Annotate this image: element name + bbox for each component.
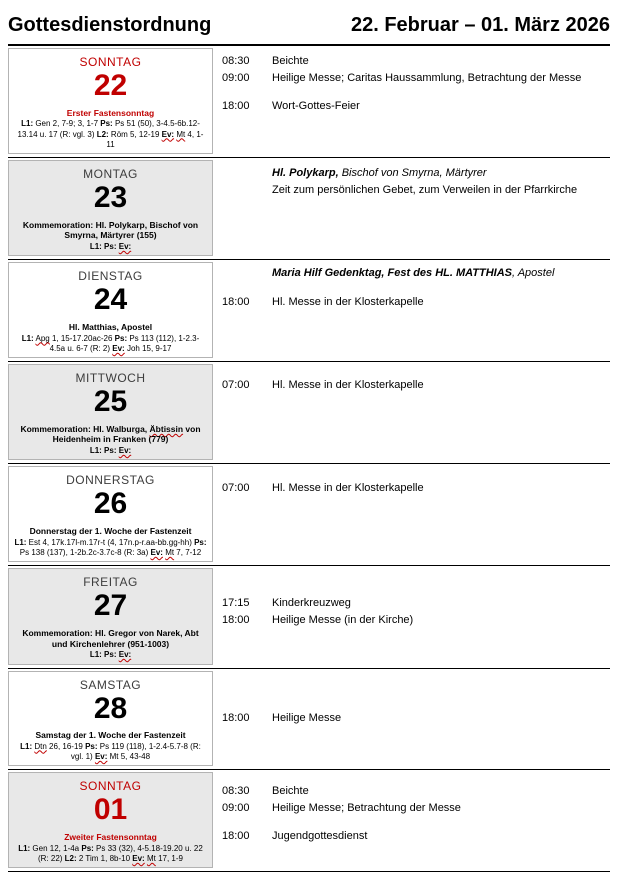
event-row — [222, 70, 610, 87]
text-segment: Ev: — [132, 853, 145, 863]
text-segment: Ps 33 (32), 4-5.18-19.20 u. 22 (R: 22) — [38, 843, 203, 863]
day-number: 27 — [93, 589, 128, 623]
text-segment: Samstag der 1. Woche der Fastenzeit — [35, 730, 186, 741]
text-segment: Röm 5, 12-19 — [108, 129, 162, 139]
text-segment: Äbtissin — [149, 423, 184, 434]
text-segment: Kommemoration: Hl. Walburga, — [20, 423, 150, 434]
text-segment: Ps: — [114, 333, 128, 343]
event-row — [222, 53, 610, 70]
text-segment: Hl. Polykarp, — [272, 167, 339, 180]
day-row — [8, 46, 610, 158]
text-segment: Ps 138 (137), 1-2b.2c-3.7c-8 (R: 3a) — [19, 548, 151, 557]
event-row — [222, 377, 610, 394]
text-segment: Joh 15, 9-17 — [124, 343, 172, 353]
event-description: Heilige Messe (in der Kirche) — [272, 613, 414, 626]
event-description: Beichte — [272, 55, 309, 67]
weekday-label: MONTAG — [83, 167, 138, 182]
text-segment: Hl. Matthias, Apostel — [68, 321, 153, 332]
event-time: 08:30 — [222, 785, 250, 798]
weekday-label: SONNTAG — [79, 55, 142, 69]
text-segment: Ev: — [118, 650, 132, 660]
day-readings — [14, 334, 207, 355]
day-subtitle — [14, 322, 207, 333]
page-header — [8, 8, 610, 46]
text-segment: 1, 15-17.20ac-26 — [49, 333, 115, 343]
text-segment: Ps: — [104, 446, 117, 456]
day-number: 01 — [93, 793, 128, 827]
text-segment: Ps: — [104, 242, 117, 252]
day-readings — [14, 538, 207, 559]
event-row — [222, 595, 610, 612]
event-time: 09:00 — [222, 801, 250, 814]
text-segment: Ev: — [118, 446, 132, 456]
event-description: Hl. Messe in der Klosterkapelle — [272, 379, 424, 392]
text-segment: Zweiter Fastensonntag — [64, 831, 157, 842]
text-segment: Ev: — [118, 242, 132, 252]
text-segment: L1: — [20, 741, 33, 751]
event-description: Heilige Messe — [272, 711, 342, 724]
day-number: 28 — [93, 691, 128, 725]
day-cell — [8, 48, 213, 154]
day-readings — [14, 242, 207, 252]
text-segment: Kommemoration: Hl. Polykarp, Bischof von Smyrna, Märtyrer (155) — [22, 219, 199, 241]
day-cell — [8, 466, 213, 562]
day-readings — [14, 742, 207, 763]
text-segment: Ps: — [100, 119, 113, 129]
event-time: 07:00 — [222, 379, 250, 392]
event-description: Hl. Messe in der Klosterkapelle — [272, 295, 424, 308]
day-events — [213, 464, 610, 565]
text-segment: Donnerstag der 1. Woche der Fastenzeit — [29, 525, 192, 536]
text-segment: Ps 119 (118), 1-2.4-5.7-8 (R: vgl. 1) — [70, 741, 201, 762]
event-description: Hl. Messe in der Klosterkapelle — [272, 482, 424, 495]
day-row — [8, 464, 610, 566]
day-events — [213, 260, 610, 361]
text-segment: Ps 51 (50), 3-4.5-6b.12-13.14 u. 17 (R: vgl. 3) — [17, 119, 200, 139]
text-segment: 4, 1-11 — [106, 129, 204, 149]
day-events — [213, 566, 610, 667]
schedule — [8, 46, 610, 872]
text-segment: Dtn — [34, 741, 47, 751]
day-subtitle — [14, 108, 207, 119]
text-segment: L2: — [64, 853, 77, 863]
text-segment: 7, 7-12 — [174, 548, 202, 557]
text-segment: Est 4, 17k.17l-m.17r-t (4, 17n.p-r.aa-bb.gg-hh) — [26, 537, 195, 547]
event-time: 18:00 — [222, 100, 250, 112]
day-events — [213, 669, 610, 770]
text-segment: L1: — [21, 119, 34, 129]
day-events — [213, 770, 610, 871]
event-row — [222, 710, 610, 727]
text-segment: Ev: — [150, 548, 163, 557]
event-description: Heilige Messe; Betrachtung der Messe — [272, 801, 461, 814]
text-segment: L1: — [14, 537, 27, 547]
event-row — [222, 800, 610, 817]
day-readings — [14, 119, 207, 150]
text-segment: Ps 113 (112), 1-2.3-4.5a u. 6-7 (R: 2) — [49, 333, 200, 353]
day-row — [8, 158, 610, 260]
text-segment: L1: — [89, 650, 102, 660]
event-time: 18:00 — [222, 830, 250, 843]
weekday-label: SONNTAG — [79, 779, 142, 794]
day-cell — [8, 772, 213, 868]
day-number: 26 — [93, 487, 128, 521]
date-range: 22. Februar – 01. März 2026 — [350, 14, 610, 36]
weekday-label: SAMSTAG — [79, 677, 142, 692]
day-subtitle — [14, 526, 207, 537]
day-note — [272, 265, 610, 282]
day-events — [213, 158, 610, 259]
event-row — [222, 612, 610, 629]
event-time: 08:30 — [222, 55, 250, 67]
event-description: Wort-Gottes-Feier — [272, 100, 360, 112]
text-segment: Ps: — [104, 650, 117, 660]
day-cell — [8, 671, 213, 767]
day-row — [8, 770, 610, 872]
event-row — [222, 98, 610, 115]
day-cell — [8, 262, 213, 358]
day-row — [8, 669, 610, 771]
text-segment: Ev: — [161, 129, 175, 139]
day-subtitle — [14, 730, 207, 741]
text-segment: von Heidenheim in Franken (779) — [52, 423, 201, 445]
weekday-label: DONNERSTAG — [66, 473, 155, 488]
text-segment: 17, 1-9 — [155, 853, 183, 863]
event-description: Jugendgottesdienst — [272, 830, 368, 843]
event-time: 07:00 — [222, 482, 250, 495]
event-description: Heilige Messe; Caritas Haussammlung, Betrachtung der Messe — [272, 71, 582, 84]
text-segment: Mt — [176, 129, 186, 139]
day-number: 23 — [93, 181, 128, 215]
text-segment: Mt — [165, 548, 175, 557]
day-row — [8, 566, 610, 668]
text-segment: 2 Tim 1, 8b-10 — [76, 853, 133, 863]
day-number: 25 — [93, 385, 128, 419]
text-segment: Bischof von Smyrna, Märtyrer — [338, 167, 487, 180]
text-segment: Zeit zum persönlichen Gebet, zum Verweilen in der Pfarrkirche — [272, 183, 578, 196]
day-subtitle — [14, 424, 207, 445]
text-segment: Erster Fastensonntag — [66, 107, 155, 118]
text-segment: Kommemoration: Hl. Gregor von Narek, Abt und Kirchenlehrer (951-1003) — [22, 627, 199, 649]
event-time: 09:00 — [222, 71, 250, 84]
text-segment: L1: — [89, 242, 102, 252]
day-cell — [8, 160, 213, 256]
text-segment: 26, 16-19 — [46, 741, 86, 751]
text-segment: Ps: — [194, 537, 207, 547]
day-number: 22 — [93, 69, 128, 102]
text-segment: Ev: — [94, 752, 108, 762]
event-row — [222, 828, 610, 845]
day-number: 24 — [93, 283, 128, 317]
day-readings — [14, 844, 207, 865]
day-subtitle — [14, 832, 207, 843]
day-subtitle — [14, 628, 207, 649]
event-time: 18:00 — [222, 295, 250, 308]
event-time: 18:00 — [222, 711, 250, 724]
day-readings — [14, 650, 207, 660]
text-segment: L1: — [18, 843, 31, 853]
day-events — [213, 362, 610, 463]
day-cell — [8, 364, 213, 460]
page-title: Gottesdienstordnung — [8, 14, 212, 36]
event-description: Kinderkreuzweg — [272, 597, 351, 610]
day-events — [213, 46, 610, 157]
day-note — [272, 182, 610, 199]
text-segment: Ps: — [81, 843, 94, 853]
weekday-label: FREITAG — [83, 575, 138, 590]
event-row — [222, 783, 610, 800]
event-description: Beichte — [272, 785, 309, 798]
event-row — [222, 294, 610, 311]
event-time: 18:00 — [222, 613, 250, 626]
day-row — [8, 260, 610, 362]
text-segment: Maria Hilf Gedenktag, Fest des HL. MATTHIAS — [272, 267, 512, 280]
text-segment: , Apostel — [512, 267, 555, 280]
text-segment: Gen 2, 7-9; 3, 1-7 — [33, 119, 101, 129]
text-segment: Ps: — [85, 741, 98, 751]
text-segment: Apg — [35, 333, 50, 343]
text-segment: Gen 12, 1-4a — [30, 843, 82, 853]
text-segment: L2: — [96, 129, 109, 139]
text-segment: Mt — [146, 853, 156, 863]
text-segment: L1: — [89, 446, 102, 456]
text-segment: Mt 5, 43-48 — [107, 752, 151, 762]
day-cell — [8, 568, 213, 664]
day-note — [272, 165, 610, 182]
text-segment: Ev: — [112, 343, 125, 353]
event-time: 17:15 — [222, 597, 250, 610]
day-row — [8, 362, 610, 464]
text-segment: L1: — [21, 333, 34, 343]
day-subtitle — [14, 220, 207, 241]
weekday-label: MITTWOCH — [75, 371, 146, 386]
day-readings — [14, 446, 207, 456]
event-row — [222, 480, 610, 497]
weekday-label: DIENSTAG — [78, 269, 143, 284]
